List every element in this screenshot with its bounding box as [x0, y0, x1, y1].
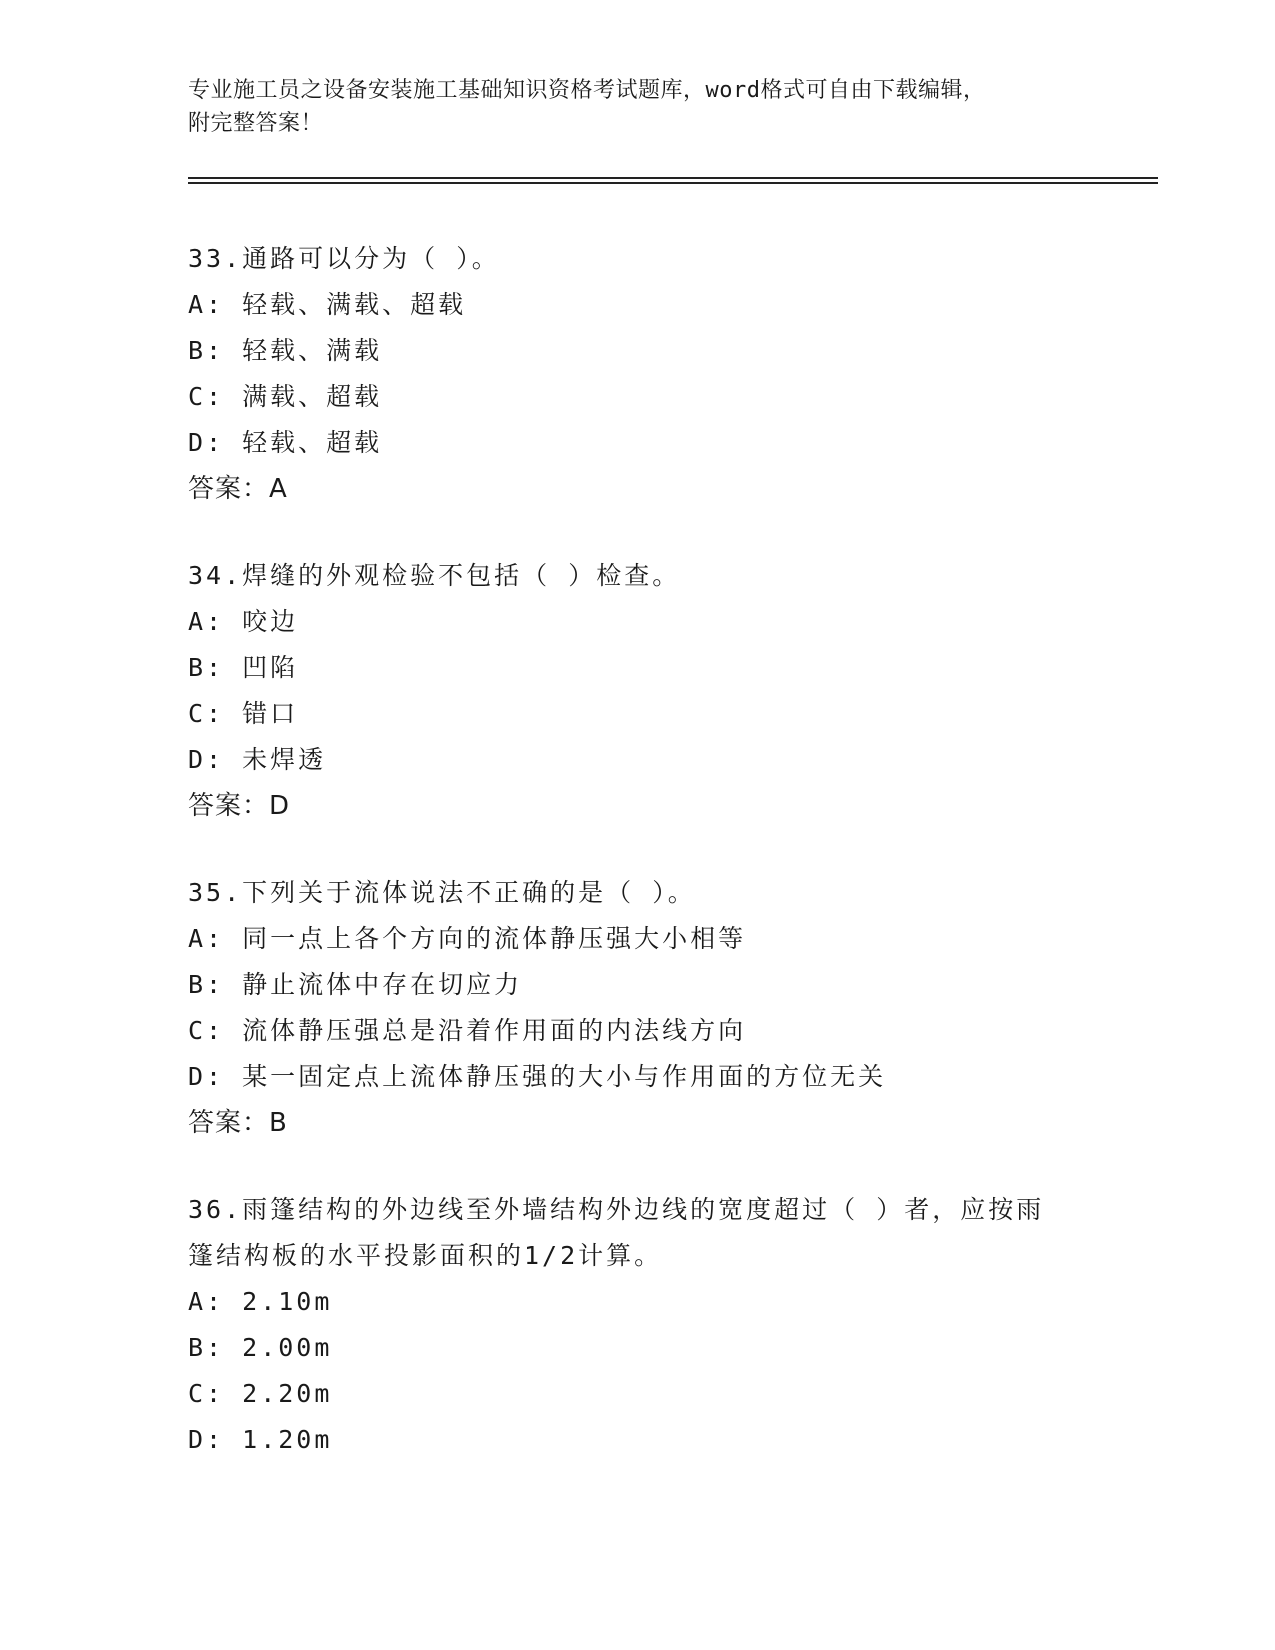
question-stem: 33.通路可以分为（ ）。	[188, 244, 500, 273]
header-line-2: 附完整答案！	[188, 111, 324, 136]
header-line-1: 专业施工员之设备安装施工基础知识资格考试题库，word格式可自由下载编辑，	[188, 78, 986, 103]
answer-label: 答案：A	[188, 474, 288, 504]
question-33	[188, 236, 1088, 512]
header-divider-bottom	[188, 182, 1158, 184]
question-stem: 36.雨篷结构的外边线至外墙结构外边线的宽度超过（ ）者，应按雨	[188, 1195, 1045, 1224]
option-a: A: 轻载、满载、超载	[188, 290, 467, 319]
option-b: B: 2.00m	[188, 1333, 333, 1362]
option-c: C: 满载、超载	[188, 382, 383, 411]
question-35	[188, 870, 1088, 1146]
option-b: B: 凹陷	[188, 653, 299, 682]
option-a: A: 同一点上各个方向的流体静压强大小相等	[188, 924, 747, 953]
option-d: D: 1.20m	[188, 1425, 333, 1454]
option-a: A: 咬边	[188, 607, 299, 636]
answer-label: 答案：D	[188, 791, 291, 821]
question-34	[188, 553, 1088, 829]
question-stem: 35.下列关于流体说法不正确的是（ ）。	[188, 878, 696, 907]
question-stem-continued: 篷结构板的水平投影面积的1/2计算。	[188, 1241, 663, 1270]
option-b: B: 静止流体中存在切应力	[188, 970, 523, 999]
header-divider-top	[188, 177, 1158, 179]
option-c: C: 错口	[188, 699, 299, 728]
question-36	[188, 1187, 1088, 1463]
question-list	[188, 236, 1088, 1504]
option-c: C: 2.20m	[188, 1379, 333, 1408]
option-c: C: 流体静压强总是沿着作用面的内法线方向	[188, 1016, 747, 1045]
option-d: D: 某一固定点上流体静压强的大小与作用面的方位无关	[188, 1062, 887, 1091]
option-d: D: 轻载、超载	[188, 428, 383, 457]
question-stem: 34.焊缝的外观检验不包括（ ）检查。	[188, 561, 681, 590]
option-a: A: 2.10m	[188, 1287, 333, 1316]
answer-label: 答案：B	[188, 1108, 288, 1138]
option-d: D: 未焊透	[188, 745, 327, 774]
document-header	[188, 74, 1088, 140]
option-b: B: 轻载、满载	[188, 336, 383, 365]
